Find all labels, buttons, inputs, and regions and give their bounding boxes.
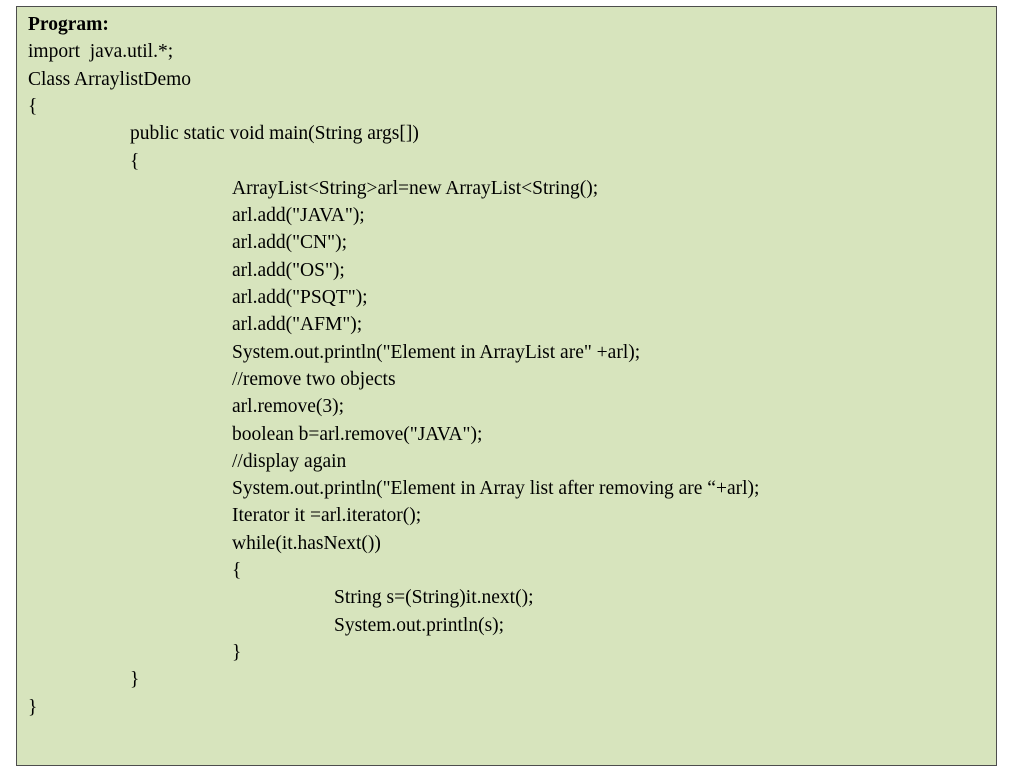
code-listing-box bbox=[16, 6, 997, 766]
code-line: { bbox=[130, 150, 140, 172]
code-line: //display again bbox=[232, 450, 347, 472]
code-line: { bbox=[232, 560, 242, 581]
code-line: System.out.println("Element in ArrayList are" +arl); bbox=[232, 341, 641, 363]
code-line: System.out.println(s); bbox=[334, 614, 505, 636]
code-line: //remove two objects bbox=[232, 368, 396, 390]
code-line: public static void main(String args[]) bbox=[130, 123, 419, 145]
code-line: } bbox=[28, 696, 38, 718]
code-line: Iterator it =arl.iterator(); bbox=[232, 505, 422, 527]
code-line: boolean b=arl.remove("JAVA"); bbox=[232, 423, 483, 445]
code-line: arl.remove(3); bbox=[232, 396, 345, 418]
program-heading: Program: bbox=[28, 14, 109, 35]
code-line: String s=(String)it.next(); bbox=[334, 587, 534, 609]
code-line: { bbox=[28, 95, 38, 117]
code-line: Class ArraylistDemo bbox=[28, 68, 192, 90]
code-line: arl.add("OS"); bbox=[232, 259, 345, 281]
code-line: System.out.println("Element in Array list after removing are “+arl); bbox=[232, 478, 760, 500]
code-line: while(it.hasNext()) bbox=[232, 532, 381, 554]
code-line: } bbox=[130, 669, 140, 691]
code-line: arl.add("JAVA"); bbox=[232, 205, 365, 227]
code-line: arl.add("AFM"); bbox=[232, 314, 363, 336]
code-line: } bbox=[232, 641, 242, 663]
code-line: arl.add("PSQT"); bbox=[232, 287, 368, 308]
code-line: import java.util.*; bbox=[28, 41, 174, 63]
code-line: arl.add("CN"); bbox=[232, 232, 348, 254]
code-line: ArrayList<String>arl=new ArrayList<String(); bbox=[232, 177, 599, 199]
